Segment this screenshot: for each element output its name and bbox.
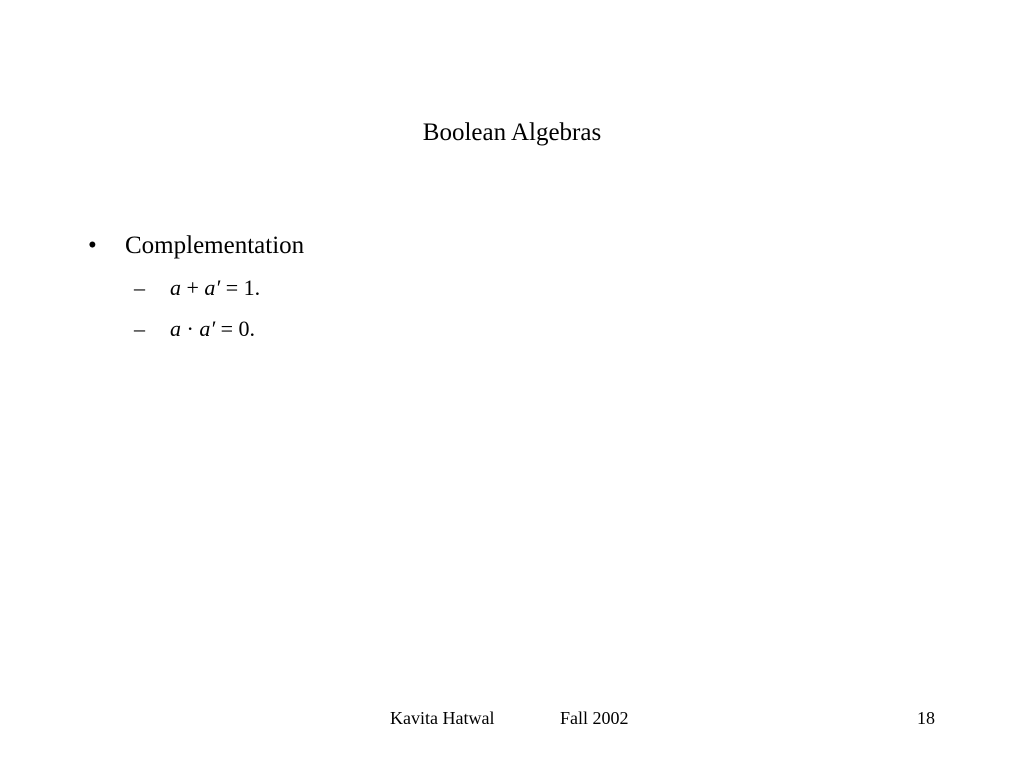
dash-marker: – — [134, 316, 145, 341]
math-variable-complement: a′ — [204, 275, 221, 300]
sub-item-complement-sum — [134, 273, 260, 303]
footer-author: Kavita Hatwal — [390, 708, 495, 728]
math-operator: + — [181, 275, 205, 300]
bullet-marker: • — [88, 232, 97, 259]
bullet-text: Complementation — [125, 232, 305, 259]
slide-title: Boolean Algebras — [422, 119, 602, 146]
math-variable: a — [170, 316, 181, 341]
dash-marker: – — [134, 275, 145, 300]
math-result: = 0. — [215, 316, 256, 341]
math-result: = 1. — [220, 275, 261, 300]
math-operator: · — [181, 316, 200, 341]
page-number: 18 — [917, 708, 935, 728]
sub-item-complement-product — [134, 314, 255, 344]
footer-term: Fall 2002 — [560, 708, 629, 728]
math-variable-complement: a′ — [199, 316, 216, 341]
math-variable: a — [170, 275, 181, 300]
bullet-item — [88, 230, 304, 262]
